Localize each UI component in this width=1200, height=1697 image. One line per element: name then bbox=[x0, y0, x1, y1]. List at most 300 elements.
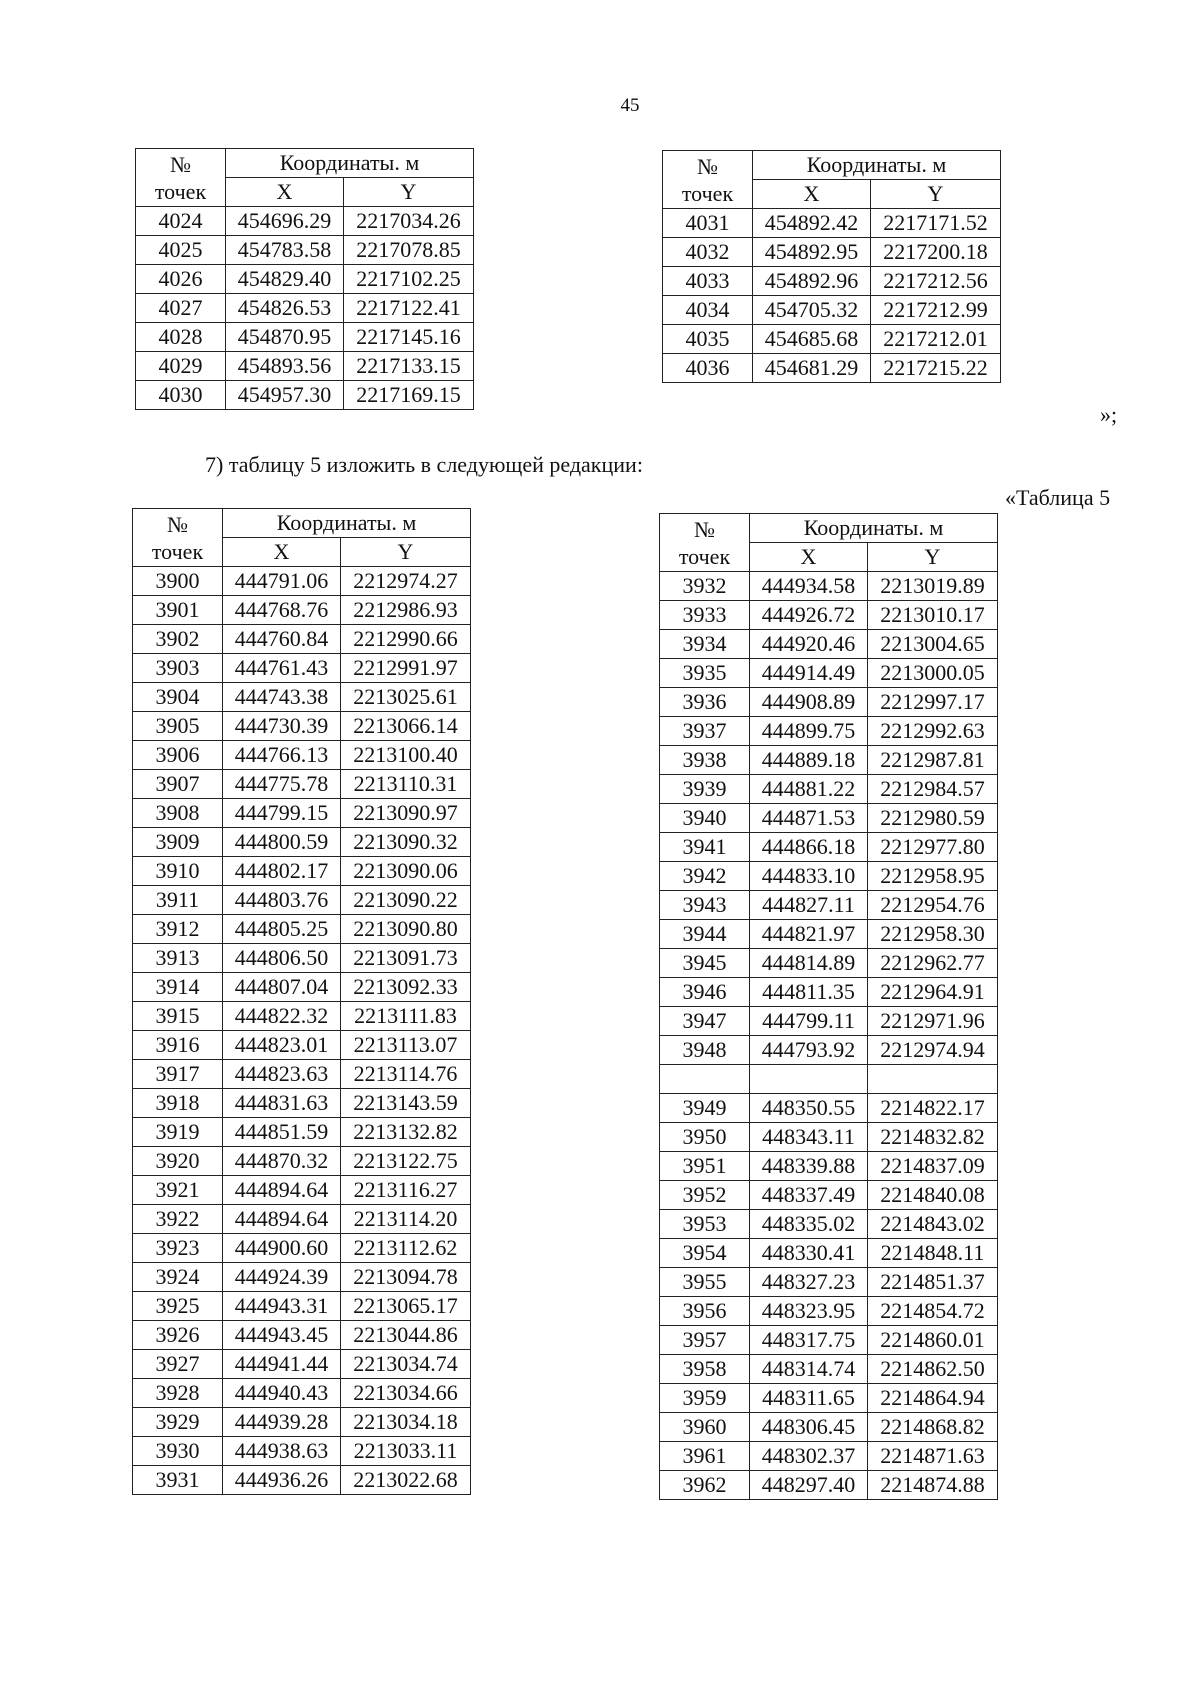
cell-point-number: 3902 bbox=[133, 625, 223, 654]
cell-point-number: 3904 bbox=[133, 683, 223, 712]
cell-y: 2213143.59 bbox=[341, 1089, 471, 1118]
cell-y: 2214843.02 bbox=[868, 1210, 998, 1239]
cell-x bbox=[750, 1065, 868, 1094]
cell-x: 448337.49 bbox=[750, 1181, 868, 1210]
table-row bbox=[136, 352, 474, 381]
cell-x: 444894.64 bbox=[223, 1205, 341, 1234]
cell-x: 454705.32 bbox=[753, 296, 871, 325]
table-row bbox=[663, 296, 1001, 325]
table-row bbox=[133, 1321, 471, 1350]
cell-y: 2213034.74 bbox=[341, 1350, 471, 1379]
table-row bbox=[133, 915, 471, 944]
table-caption: «Таблица 5 bbox=[1005, 485, 1111, 510]
cell-y: 2212984.57 bbox=[868, 775, 998, 804]
cell-point-number: 4029 bbox=[136, 352, 226, 381]
cell-point-number: 4024 bbox=[136, 207, 226, 236]
cell-y: 2217145.16 bbox=[344, 323, 474, 352]
cell-x: 444881.22 bbox=[750, 775, 868, 804]
cell-y: 2212954.76 bbox=[868, 891, 998, 920]
table-row bbox=[133, 973, 471, 1002]
table-row bbox=[133, 741, 471, 770]
cell-x: 444823.01 bbox=[223, 1031, 341, 1060]
cell-y: 2214864.94 bbox=[868, 1384, 998, 1413]
cell-x: 448339.88 bbox=[750, 1152, 868, 1181]
cell-x: 454783.58 bbox=[226, 236, 344, 265]
cell-point-number: 3944 bbox=[660, 920, 750, 949]
header-coordinates: Координаты. м bbox=[750, 514, 998, 543]
cell-point-number: 3941 bbox=[660, 833, 750, 862]
cell-x: 454829.40 bbox=[226, 265, 344, 294]
cell-point-number: 3955 bbox=[660, 1268, 750, 1297]
cell-point-number: 3912 bbox=[133, 915, 223, 944]
cell-x: 444823.63 bbox=[223, 1060, 341, 1089]
table-header bbox=[136, 149, 474, 207]
cell-y: 2213019.89 bbox=[868, 572, 998, 601]
cell-point-number: 4036 bbox=[663, 354, 753, 383]
cell-point-number: 3939 bbox=[660, 775, 750, 804]
cell-point-number: 3937 bbox=[660, 717, 750, 746]
cell-point-number: 3956 bbox=[660, 1297, 750, 1326]
cell-point-number: 3933 bbox=[660, 601, 750, 630]
table-row bbox=[660, 1036, 998, 1065]
header-y: Y bbox=[868, 543, 998, 572]
cell-y: 2212992.63 bbox=[868, 717, 998, 746]
cell-point-number: 3953 bbox=[660, 1210, 750, 1239]
cell-y: 2213000.05 bbox=[868, 659, 998, 688]
cell-x: 444889.18 bbox=[750, 746, 868, 775]
table-row bbox=[663, 267, 1001, 296]
table-row bbox=[660, 572, 998, 601]
cell-x: 444803.76 bbox=[223, 886, 341, 915]
header-coordinates: Координаты. м bbox=[223, 509, 471, 538]
cell-x: 444799.11 bbox=[750, 1007, 868, 1036]
cell-point-number: 4025 bbox=[136, 236, 226, 265]
cell-point-number: 3906 bbox=[133, 741, 223, 770]
cell-point-number: 3921 bbox=[133, 1176, 223, 1205]
cell-x: 444851.59 bbox=[223, 1118, 341, 1147]
table-row bbox=[136, 294, 474, 323]
cell-y: 2217212.01 bbox=[871, 325, 1001, 354]
cell-x: 444943.31 bbox=[223, 1292, 341, 1321]
cell-y: 2217034.26 bbox=[344, 207, 474, 236]
table-row bbox=[660, 1297, 998, 1326]
cell-y: 2213034.18 bbox=[341, 1408, 471, 1437]
cell-x: 444821.97 bbox=[750, 920, 868, 949]
cell-y: 2217212.99 bbox=[871, 296, 1001, 325]
cell-y: 2212991.97 bbox=[341, 654, 471, 683]
table-row bbox=[133, 1031, 471, 1060]
cell-x: 444730.39 bbox=[223, 712, 341, 741]
header-x: X bbox=[750, 543, 868, 572]
cell-point-number: 3909 bbox=[133, 828, 223, 857]
cell-x: 444766.13 bbox=[223, 741, 341, 770]
cell-point-number: 4028 bbox=[136, 323, 226, 352]
cell-point-number: 3947 bbox=[660, 1007, 750, 1036]
cell-x: 444822.32 bbox=[223, 1002, 341, 1031]
cell-point-number: 3907 bbox=[133, 770, 223, 799]
table-row bbox=[660, 1007, 998, 1036]
cell-y: 2213066.14 bbox=[341, 712, 471, 741]
cell-x: 444768.76 bbox=[223, 596, 341, 625]
cell-point-number: 3923 bbox=[133, 1234, 223, 1263]
table-row bbox=[136, 381, 474, 410]
table-row bbox=[133, 596, 471, 625]
table-row bbox=[660, 920, 998, 949]
cell-y: 2213132.82 bbox=[341, 1118, 471, 1147]
table-row bbox=[660, 1384, 998, 1413]
cell-y: 2214851.37 bbox=[868, 1268, 998, 1297]
table-row bbox=[660, 1210, 998, 1239]
cell-point-number: 3952 bbox=[660, 1181, 750, 1210]
cell-x: 444924.39 bbox=[223, 1263, 341, 1292]
cell-point-number: 4033 bbox=[663, 267, 753, 296]
cell-x: 454892.95 bbox=[753, 238, 871, 267]
table-row bbox=[133, 1437, 471, 1466]
cell-x: 444760.84 bbox=[223, 625, 341, 654]
cell-y: 2214832.82 bbox=[868, 1123, 998, 1152]
table-row bbox=[660, 659, 998, 688]
table-row bbox=[660, 1268, 998, 1297]
table-row bbox=[133, 828, 471, 857]
cell-y: 2213100.40 bbox=[341, 741, 471, 770]
table-header bbox=[663, 151, 1001, 209]
cell-x: 448323.95 bbox=[750, 1297, 868, 1326]
cell-y: 2214848.11 bbox=[868, 1239, 998, 1268]
cell-y: 2213090.32 bbox=[341, 828, 471, 857]
table-row bbox=[660, 1065, 998, 1094]
header-y: Y bbox=[341, 538, 471, 567]
cell-y: 2212986.93 bbox=[341, 596, 471, 625]
table-header bbox=[133, 509, 471, 567]
table-row bbox=[663, 238, 1001, 267]
cell-x: 448311.65 bbox=[750, 1384, 868, 1413]
cell-y: 2217212.56 bbox=[871, 267, 1001, 296]
cell-x: 444871.53 bbox=[750, 804, 868, 833]
cell-x: 454892.42 bbox=[753, 209, 871, 238]
cell-point-number: 3926 bbox=[133, 1321, 223, 1350]
table-row bbox=[660, 1355, 998, 1384]
cell-point-number: 3920 bbox=[133, 1147, 223, 1176]
cell-point-number: 3911 bbox=[133, 886, 223, 915]
cell-x: 454957.30 bbox=[226, 381, 344, 410]
cell-point-number: 4032 bbox=[663, 238, 753, 267]
cell-y: 2212974.94 bbox=[868, 1036, 998, 1065]
cell-y: 2213010.17 bbox=[868, 601, 998, 630]
cell-y: 2214854.72 bbox=[868, 1297, 998, 1326]
cell-point-number: 3958 bbox=[660, 1355, 750, 1384]
header-coordinates: Координаты. м bbox=[753, 151, 1001, 180]
cell-y: 2213090.22 bbox=[341, 886, 471, 915]
table-row bbox=[133, 799, 471, 828]
cell-x: 454893.56 bbox=[226, 352, 344, 381]
cell-y: 2213025.61 bbox=[341, 683, 471, 712]
header-points-label: точек bbox=[678, 543, 731, 569]
table-row bbox=[133, 1263, 471, 1292]
header-x: X bbox=[753, 180, 871, 209]
cell-y: 2217215.22 bbox=[871, 354, 1001, 383]
cell-point-number: 3951 bbox=[660, 1152, 750, 1181]
cell-point-number: 3936 bbox=[660, 688, 750, 717]
cell-x: 444866.18 bbox=[750, 833, 868, 862]
cell-y: 2213065.17 bbox=[341, 1292, 471, 1321]
cell-y: 2213044.86 bbox=[341, 1321, 471, 1350]
cell-point-number: 3950 bbox=[660, 1123, 750, 1152]
cell-point-number: 3905 bbox=[133, 712, 223, 741]
table-row bbox=[660, 1442, 998, 1471]
table-row bbox=[133, 625, 471, 654]
cell-point-number: 3910 bbox=[133, 857, 223, 886]
cell-point-number: 3919 bbox=[133, 1118, 223, 1147]
table-row bbox=[133, 1205, 471, 1234]
cell-x: 444799.15 bbox=[223, 799, 341, 828]
table-row bbox=[663, 209, 1001, 238]
cell-point-number: 3959 bbox=[660, 1384, 750, 1413]
cell-point-number: 3931 bbox=[133, 1466, 223, 1495]
cell-y: 2213091.73 bbox=[341, 944, 471, 973]
cell-y: 2213090.97 bbox=[341, 799, 471, 828]
cell-point-number: 4030 bbox=[136, 381, 226, 410]
cell-point-number: 3900 bbox=[133, 567, 223, 596]
cell-x: 444941.44 bbox=[223, 1350, 341, 1379]
cell-x: 444908.89 bbox=[750, 688, 868, 717]
cell-point-number: 3935 bbox=[660, 659, 750, 688]
header-point-number bbox=[663, 151, 753, 209]
cell-y: 2213113.07 bbox=[341, 1031, 471, 1060]
cell-x: 454685.68 bbox=[753, 325, 871, 354]
table-row bbox=[133, 1350, 471, 1379]
cell-x: 444806.50 bbox=[223, 944, 341, 973]
header-y: Y bbox=[871, 180, 1001, 209]
cell-y: 2213004.65 bbox=[868, 630, 998, 659]
cell-x: 448297.40 bbox=[750, 1471, 868, 1500]
header-y: Y bbox=[344, 178, 474, 207]
cell-point-number: 3928 bbox=[133, 1379, 223, 1408]
cell-point-number: 3962 bbox=[660, 1471, 750, 1500]
cell-y: 2212997.17 bbox=[868, 688, 998, 717]
header-number-sign: № bbox=[167, 511, 188, 537]
cell-y: 2213114.76 bbox=[341, 1060, 471, 1089]
table-row bbox=[136, 265, 474, 294]
header-point-number bbox=[133, 509, 223, 567]
table-row bbox=[660, 630, 998, 659]
cell-y: 2217122.41 bbox=[344, 294, 474, 323]
table-row bbox=[133, 567, 471, 596]
cell-point-number: 4026 bbox=[136, 265, 226, 294]
coordinates-table-bottom-right bbox=[659, 513, 998, 1500]
cell-x: 448335.02 bbox=[750, 1210, 868, 1239]
cell-point-number: 3929 bbox=[133, 1408, 223, 1437]
table-row bbox=[133, 1147, 471, 1176]
table-row bbox=[660, 978, 998, 1007]
header-number-sign: № bbox=[170, 151, 191, 177]
cell-y: 2213112.62 bbox=[341, 1234, 471, 1263]
table-row bbox=[660, 1123, 998, 1152]
table-row bbox=[133, 654, 471, 683]
cell-x: 444802.17 bbox=[223, 857, 341, 886]
table-row bbox=[136, 323, 474, 352]
table-row bbox=[660, 1094, 998, 1123]
cell-point-number: 3930 bbox=[133, 1437, 223, 1466]
cell-point-number: 3948 bbox=[660, 1036, 750, 1065]
cell-x: 444938.63 bbox=[223, 1437, 341, 1466]
table-row bbox=[133, 1379, 471, 1408]
cell-point-number bbox=[660, 1065, 750, 1094]
cell-x: 444936.26 bbox=[223, 1466, 341, 1495]
cell-point-number: 3917 bbox=[133, 1060, 223, 1089]
cell-x: 444833.10 bbox=[750, 862, 868, 891]
cell-y: 2213111.83 bbox=[341, 1002, 471, 1031]
header-x: X bbox=[223, 538, 341, 567]
cell-x: 454826.53 bbox=[226, 294, 344, 323]
table-row bbox=[133, 857, 471, 886]
table-row bbox=[133, 886, 471, 915]
table-row bbox=[660, 601, 998, 630]
table-row bbox=[660, 804, 998, 833]
cell-y: 2212962.77 bbox=[868, 949, 998, 978]
page-number: 45 bbox=[620, 95, 640, 116]
table-row bbox=[660, 1239, 998, 1268]
cell-x: 444743.38 bbox=[223, 683, 341, 712]
cell-point-number: 3918 bbox=[133, 1089, 223, 1118]
cell-x: 444831.63 bbox=[223, 1089, 341, 1118]
table-row bbox=[660, 949, 998, 978]
table-row bbox=[133, 1002, 471, 1031]
cell-x: 444793.92 bbox=[750, 1036, 868, 1065]
cell-point-number: 3940 bbox=[660, 804, 750, 833]
cell-x: 444914.49 bbox=[750, 659, 868, 688]
cell-y: 2213116.27 bbox=[341, 1176, 471, 1205]
cell-y: 2214860.01 bbox=[868, 1326, 998, 1355]
cell-point-number: 3957 bbox=[660, 1326, 750, 1355]
cell-point-number: 3922 bbox=[133, 1205, 223, 1234]
cell-y: 2213022.68 bbox=[341, 1466, 471, 1495]
cell-y: 2212977.80 bbox=[868, 833, 998, 862]
cell-y: 2213090.80 bbox=[341, 915, 471, 944]
cell-y bbox=[868, 1065, 998, 1094]
cell-x: 454681.29 bbox=[753, 354, 871, 383]
cell-y: 2213033.11 bbox=[341, 1437, 471, 1466]
cell-y: 2213090.06 bbox=[341, 857, 471, 886]
cell-point-number: 4027 bbox=[136, 294, 226, 323]
cell-point-number: 4035 bbox=[663, 325, 753, 354]
cell-point-number: 3960 bbox=[660, 1413, 750, 1442]
cell-point-number: 3915 bbox=[133, 1002, 223, 1031]
header-points-label: точек bbox=[154, 178, 207, 204]
table-row bbox=[660, 862, 998, 891]
cell-y: 2212990.66 bbox=[341, 625, 471, 654]
cell-point-number: 3914 bbox=[133, 973, 223, 1002]
table-row bbox=[133, 1118, 471, 1147]
cell-y: 2212974.27 bbox=[341, 567, 471, 596]
cell-y: 2213092.33 bbox=[341, 973, 471, 1002]
cell-x: 444926.72 bbox=[750, 601, 868, 630]
table-row bbox=[660, 833, 998, 862]
cell-y: 2213034.66 bbox=[341, 1379, 471, 1408]
table-row bbox=[136, 207, 474, 236]
table-row bbox=[133, 1466, 471, 1495]
cell-y: 2212987.81 bbox=[868, 746, 998, 775]
cell-point-number: 3925 bbox=[133, 1292, 223, 1321]
cell-y: 2217171.52 bbox=[871, 209, 1001, 238]
cell-x: 444900.60 bbox=[223, 1234, 341, 1263]
table-row bbox=[660, 717, 998, 746]
cell-x: 444920.46 bbox=[750, 630, 868, 659]
cell-point-number: 3908 bbox=[133, 799, 223, 828]
closing-quote-mark: »; bbox=[1100, 402, 1118, 427]
coordinates-table-bottom-left bbox=[132, 508, 471, 1495]
cell-point-number: 3903 bbox=[133, 654, 223, 683]
cell-x: 454696.29 bbox=[226, 207, 344, 236]
cell-point-number: 3942 bbox=[660, 862, 750, 891]
instruction-text: 7) таблицу 5 изложить в следующей редакции: bbox=[205, 452, 643, 477]
header-x: X bbox=[226, 178, 344, 207]
table-row bbox=[660, 688, 998, 717]
cell-x: 444870.32 bbox=[223, 1147, 341, 1176]
table-row bbox=[660, 1413, 998, 1442]
table-row bbox=[660, 1152, 998, 1181]
table-row bbox=[133, 683, 471, 712]
cell-point-number: 4031 bbox=[663, 209, 753, 238]
cell-x: 448350.55 bbox=[750, 1094, 868, 1123]
table-row bbox=[660, 746, 998, 775]
cell-point-number: 3945 bbox=[660, 949, 750, 978]
table-row bbox=[660, 775, 998, 804]
cell-y: 2214862.50 bbox=[868, 1355, 998, 1384]
table-header bbox=[660, 514, 998, 572]
cell-x: 444940.43 bbox=[223, 1379, 341, 1408]
cell-x: 444939.28 bbox=[223, 1408, 341, 1437]
cell-y: 2214837.09 bbox=[868, 1152, 998, 1181]
cell-point-number: 3924 bbox=[133, 1263, 223, 1292]
cell-point-number: 3927 bbox=[133, 1350, 223, 1379]
cell-x: 448314.74 bbox=[750, 1355, 868, 1384]
cell-x: 444934.58 bbox=[750, 572, 868, 601]
table-row bbox=[133, 1060, 471, 1089]
cell-point-number: 3938 bbox=[660, 746, 750, 775]
cell-point-number: 3949 bbox=[660, 1094, 750, 1123]
cell-y: 2212971.96 bbox=[868, 1007, 998, 1036]
cell-x: 444899.75 bbox=[750, 717, 868, 746]
cell-y: 2212980.59 bbox=[868, 804, 998, 833]
cell-y: 2214868.82 bbox=[868, 1413, 998, 1442]
cell-point-number: 3954 bbox=[660, 1239, 750, 1268]
cell-y: 2214871.63 bbox=[868, 1442, 998, 1471]
header-number-sign: № bbox=[697, 153, 718, 179]
cell-point-number: 3932 bbox=[660, 572, 750, 601]
cell-point-number: 3901 bbox=[133, 596, 223, 625]
cell-y: 2217200.18 bbox=[871, 238, 1001, 267]
header-point-number bbox=[136, 149, 226, 207]
cell-x: 444807.04 bbox=[223, 973, 341, 1002]
table-row bbox=[133, 1176, 471, 1205]
cell-y: 2213110.31 bbox=[341, 770, 471, 799]
cell-x: 448327.23 bbox=[750, 1268, 868, 1297]
header-coordinates: Координаты. м bbox=[226, 149, 474, 178]
cell-x: 444761.43 bbox=[223, 654, 341, 683]
cell-x: 454870.95 bbox=[226, 323, 344, 352]
cell-x: 444943.45 bbox=[223, 1321, 341, 1350]
cell-point-number: 3946 bbox=[660, 978, 750, 1007]
cell-x: 448317.75 bbox=[750, 1326, 868, 1355]
cell-y: 2213114.20 bbox=[341, 1205, 471, 1234]
table-row bbox=[660, 891, 998, 920]
cell-x: 444800.59 bbox=[223, 828, 341, 857]
cell-x: 444894.64 bbox=[223, 1176, 341, 1205]
cell-point-number: 3961 bbox=[660, 1442, 750, 1471]
cell-y: 2214840.08 bbox=[868, 1181, 998, 1210]
coordinates-table-top-right bbox=[662, 150, 1001, 383]
header-points-label: точек bbox=[151, 538, 204, 564]
